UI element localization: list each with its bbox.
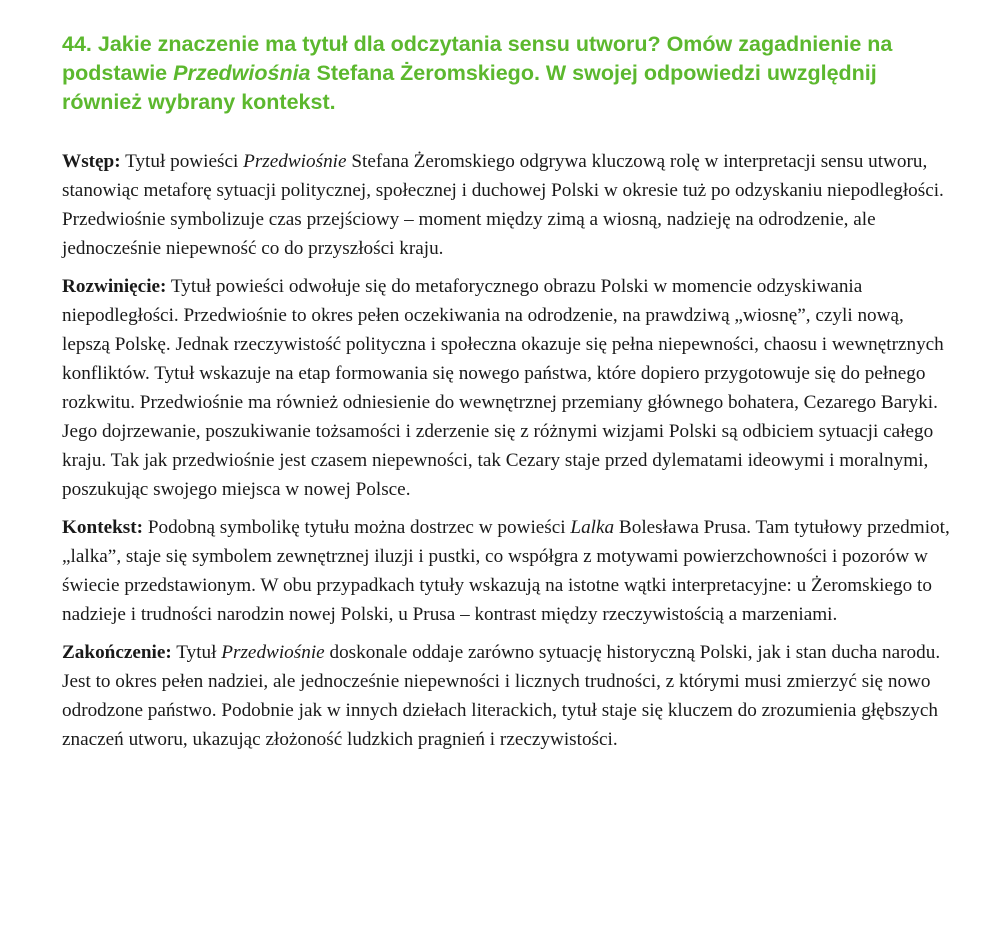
development-paragraph (62, 272, 952, 504)
question-text-part1: 44. Jakie znaczenie ma tytuł dla odczytania sensu utworu? Omów zagadnienie na podstawie (62, 32, 893, 85)
context-book-title: Lalka (570, 517, 615, 538)
intro-paragraph (62, 147, 952, 263)
development-label: Rozwinięcie: (62, 276, 167, 297)
development-text: Tytuł powieści odwołuje się do metaforycznego obrazu Polski w momencie odzyskiwania niepodległości. Przedwiośnie to okres pełen oczekiwania na odrodzenie, na prawdziwą „wiosnę”, czyli nową, lepszą Polskę. Jednak rzeczywistość polityczna i społeczna okazuje się pełna niepewności, chaosu i wewnętrznych konfliktów. Tytuł wskazuje na etap formowania się nowego państwa, które dopiero przygotowuje się do pełnego rozkwitu. Przedwiośnie ma również odniesienie do wewnętrznej przemiany głównego bohatera, Cezarego Baryki. Jego dojrzewanie, poszukiwanie tożsamości i zderzenie się z różnymi wizjami Polski są odbiciem sytuacji całego kraju. Tak jak przedwiośnie jest czasem niepewności, tak Cezary staje przed dylematami ideowymi i moralnymi, poszukując swojego miejsca w nowej Polsce. (62, 276, 944, 500)
intro-text-2: Stefana Żeromskiego odgrywa kluczową rolę w interpretacji sensu utworu, stanowiąc metaforę sytuacji politycznej, społecznej i duchowej Polski w okresie tuż po odzyskaniu niepodległości. Przedwiośnie symbolizuje czas przejściowy – moment między zimą a wiosną, nadzieję na odrodzenie, ale jednocześnie niepewność co do przyszłości kraju. (62, 151, 944, 259)
intro-label: Wstęp: (62, 151, 121, 172)
conclusion-text-2: doskonale oddaje zarówno sytuację historyczną Polski, jak i stan ducha narodu. Jest to okres pełen nadziei, ale jednocześnie niepewności i licznych trudności, z którymi musi zmierzyć się nowo odrodzone państwo. Podobnie jak w innych dziełach literackich, tytuł staje się kluczem do zrozumienia głębszych znaczeń utworu, ukazując złożoność ludzkich pragnień i rzeczywistości. (62, 642, 941, 750)
question-book-title: Przedwiośnia (173, 61, 311, 85)
context-paragraph (62, 513, 952, 629)
conclusion-book-title: Przedwiośnie (221, 642, 325, 663)
context-text-2: Bolesława Prusa. Tam tytułowy przedmiot, „lalka”, staje się symbolem zewnętrznej iluzji i pustki, co współgra z motywami powierzchowności i pozorów w świecie przedstawionym. W obu przypadkach tytuły wskazują na istotne wątki interpretacyjne: u Żeromskiego to nadzieje i trudności narodzin nowej Polski, u Prusa – kontrast między rzeczywistością a marzeniami. (62, 517, 950, 625)
conclusion-paragraph (62, 638, 952, 754)
conclusion-label: Zakończenie: (62, 642, 172, 663)
question-text-part2: Stefana Żeromskiego. W swojej odpowiedzi uwzględnij również wybrany kontekst. (62, 61, 877, 114)
question-heading (62, 30, 952, 117)
conclusion-text-1: Tytuł (171, 642, 222, 663)
context-label: Kontekst: (62, 517, 144, 538)
context-text-1: Podobną symbolikę tytułu można dostrzec w powieści (143, 517, 571, 538)
intro-text-1: Tytuł powieści (120, 151, 244, 172)
intro-book-title: Przedwiośnie (243, 151, 347, 172)
document (62, 30, 952, 763)
